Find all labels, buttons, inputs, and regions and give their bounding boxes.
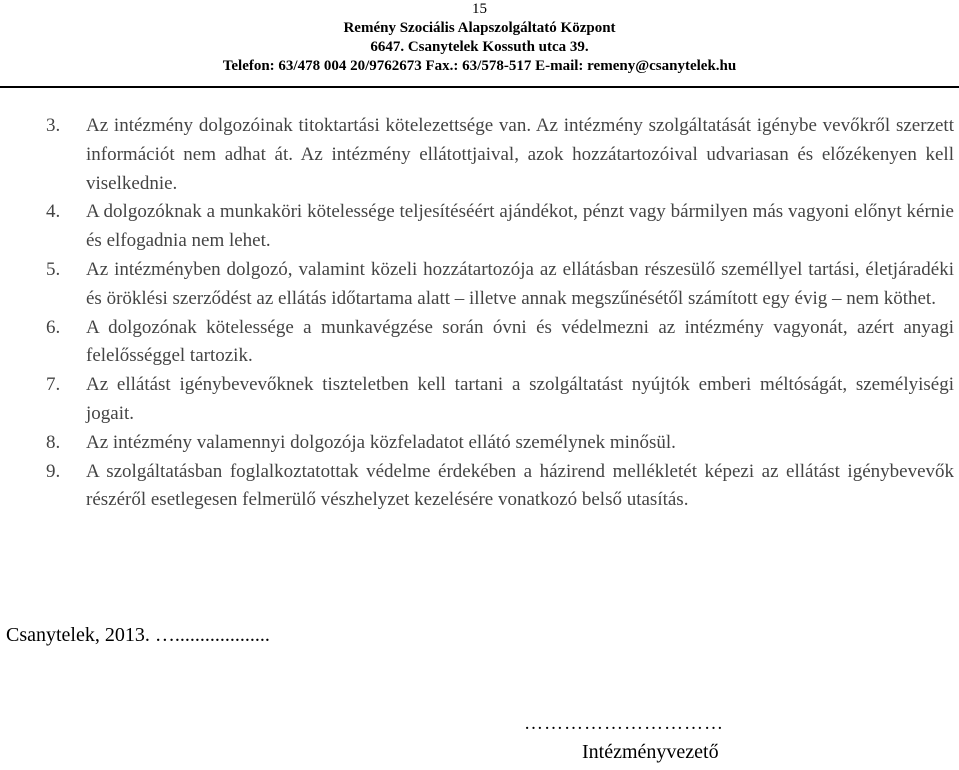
list-item: [46, 256, 954, 314]
item-number: 4.: [46, 201, 61, 223]
list-item: [46, 458, 954, 516]
item-number: 8.: [46, 431, 61, 453]
item-number: 5.: [46, 258, 61, 280]
item-text: Az intézmény valamennyi dolgozója közfeladatot ellátó személynek minősül.: [86, 431, 676, 453]
item-text: A dolgozónak kötelessége a munkavégzése során óvni és védelmezni az intézmény vagyonát, azért anyagi felelősséggel tartozik.: [86, 316, 954, 367]
list-item: [46, 371, 954, 429]
item-text: Az intézményben dolgozó, valamint közeli hozzátartozója az ellátásban részesülő személlyel tartási, életjáradéki és öröklési szerződést az ellátás időtartama alatt – illetve annak megszűnésétől számított egy évig – nem köthet.: [86, 258, 954, 309]
item-text: A dolgozóknak a munkaköri kötelessége teljesítéséért ajándékot, pénzt vagy bármilyen más vagyoni előnyt kérnie és elfogadnia nem lehet.: [86, 201, 954, 252]
item-text: Az intézmény dolgozóinak titoktartási kötelezettsége van. Az intézmény szolgáltatását igénybe vevőkről szerzett információt nem adhat át. Az intézmény ellátottjaival, azok hozzátartozóival udvariasan és előzékenyen kell viselkednie.: [86, 115, 954, 194]
organization-contacts: Telefon: 63/478 004 20/9762673 Fax.: 63/578-517 E-mail: remeny@csanytelek.hu: [222, 58, 737, 74]
item-text: Az ellátást igénybevevőknek tiszteletben kell tartani a szolgáltatást nyújtók emberi méltóságát, személyiségi jogait.: [86, 374, 954, 424]
document-header: [0, 0, 959, 76]
header-divider: [0, 86, 959, 88]
place-date: Csanytelek, 2013. …...................: [6, 624, 270, 646]
list-item: [46, 198, 954, 256]
list-item: [46, 112, 954, 198]
item-text: A szolgáltatásban foglalkoztatottak védelme érdekében a házirend mellékletét képezi az ellátást igénybevevők részéről esetlegesen felmerülő vészhelyzet kezelésére vonatkozó belső utasítás.: [86, 460, 954, 511]
page-number: 15: [472, 1, 487, 17]
organization-name: Remény Szociális Alapszolgáltató Központ: [343, 20, 616, 36]
item-number: 3.: [46, 115, 61, 136]
list-item: [46, 429, 954, 458]
organization-address: 6647. Csanytelek Kossuth utca 39.: [370, 39, 589, 55]
rules-list: [46, 112, 954, 515]
signature-line: …………………………: [524, 713, 724, 734]
item-number: 7.: [46, 374, 61, 396]
signature-title: Intézményvezető: [582, 741, 719, 763]
item-number: 9.: [46, 460, 61, 482]
list-item: [46, 314, 954, 372]
item-number: 6.: [46, 316, 61, 338]
